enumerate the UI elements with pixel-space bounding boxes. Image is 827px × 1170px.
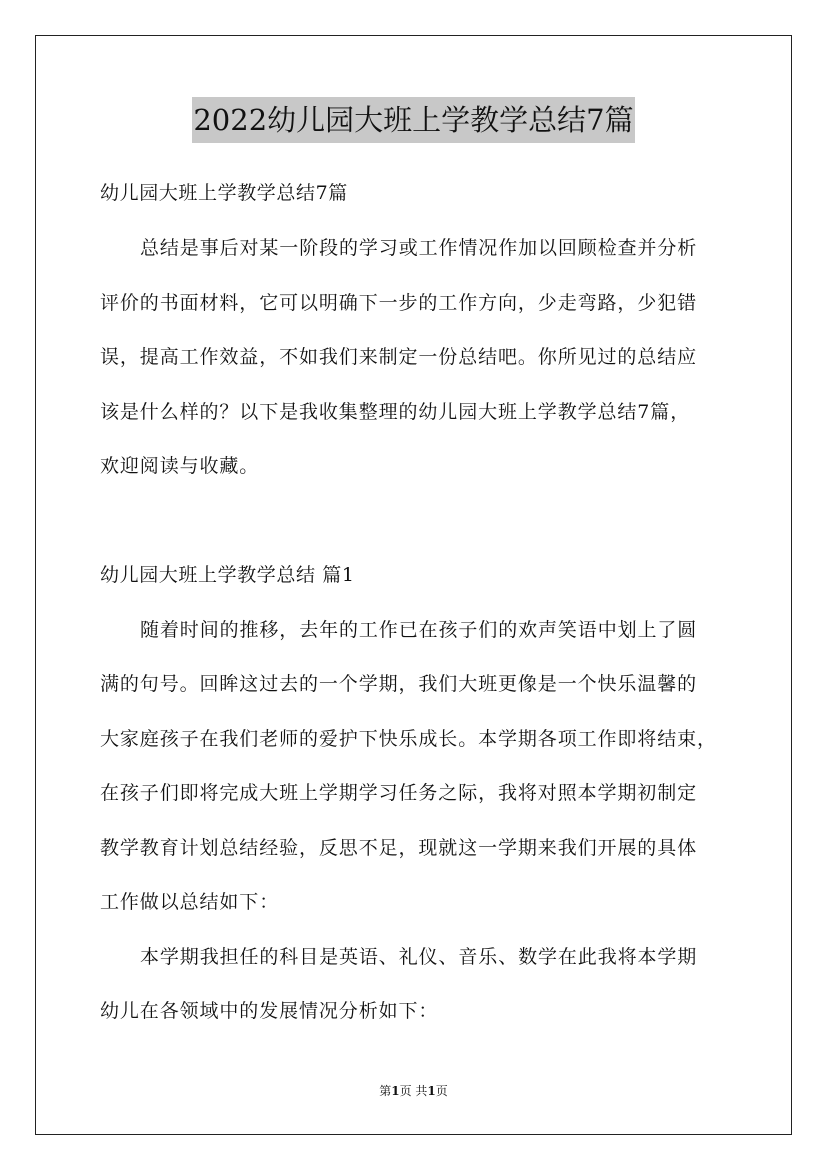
paragraph-1-line-6: 工作做以总结如下： bbox=[100, 891, 280, 913]
page-footer bbox=[0, 1082, 827, 1100]
intro-line-1: 总结是事后对某一阶段的学习或工作情况作加以回顾检查并分析 bbox=[140, 237, 698, 259]
footer-page-current: 1 bbox=[391, 1084, 400, 1098]
paragraph-1-line-5: 教学教育计划总结经验，反思不足，现就这一学期来我们开展的具体 bbox=[100, 837, 698, 859]
footer-page-total: 1 bbox=[427, 1084, 436, 1098]
document-subtitle: 幼儿园大班上学教学总结7篇 bbox=[100, 182, 348, 204]
title-container bbox=[0, 97, 827, 143]
paragraph-1-line-1: 随着时间的推移，去年的工作已在孩子们的欢声笑语中划上了圆 bbox=[140, 619, 698, 641]
section-heading: 幼儿园大班上学教学总结 篇1 bbox=[100, 564, 355, 586]
paragraph-2-line-1: 本学期我担任的科目是英语、礼仪、音乐、数学在此我将本学期 bbox=[140, 946, 698, 968]
document-title: 2022幼儿园大班上学教学总结7篇 bbox=[192, 97, 634, 143]
paragraph-1-line-3: 大家庭孩子在我们老师的爱护下快乐成长。本学期各项工作即将结束， bbox=[100, 728, 717, 750]
footer-page-mid: 页 共 bbox=[399, 1084, 428, 1098]
footer-page-suffix: 页 bbox=[435, 1084, 448, 1098]
footer-page-prefix: 第 bbox=[379, 1084, 392, 1098]
intro-line-4: 该是什么样的？以下是我收集整理的幼儿园大班上学教学总结7篇， bbox=[100, 401, 691, 423]
intro-line-5: 欢迎阅读与收藏。 bbox=[100, 455, 260, 477]
paragraph-1-line-2: 满的句号。回眸这过去的一个学期，我们大班更像是一个快乐温馨的 bbox=[100, 673, 698, 695]
paragraph-1-line-4: 在孩子们即将完成大班上学期学习任务之际，我将对照本学期初制定 bbox=[100, 782, 698, 804]
intro-line-3: 误，提高工作效益，不如我们来制定一份总结吧。你所见过的总结应 bbox=[100, 346, 698, 368]
paragraph-2-line-2: 幼儿在各领域中的发展情况分析如下： bbox=[100, 1000, 439, 1022]
intro-line-2: 评价的书面材料，它可以明确下一步的工作方向，少走弯路，少犯错 bbox=[100, 292, 698, 314]
